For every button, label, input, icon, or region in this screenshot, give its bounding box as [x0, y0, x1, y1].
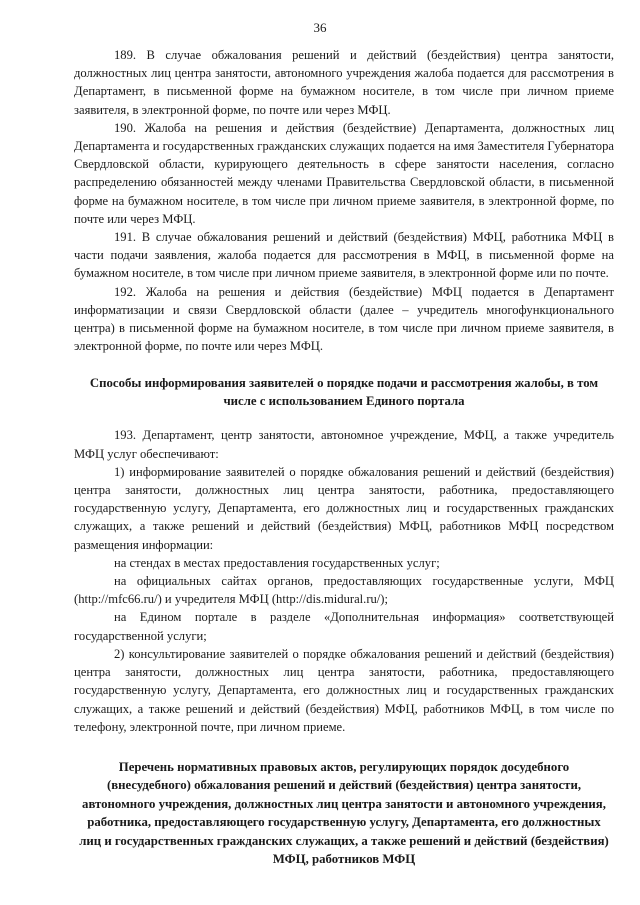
- list-subitem-unified-portal: на Едином портале в разделе «Дополнительная информация» соответствующей государственной услуги;: [74, 610, 614, 643]
- paragraph-191: 191. В случае обжалования решений и действий (бездействия) МФЦ, работника МФЦ в части подачи заявления, жалоба подается для рассмотрения в МФЦ, в письменной форме на бумажном носителе, в том числе при личном приеме заявителя, в электронной форме или по почте.: [74, 230, 614, 281]
- paragraph-192: 192. Жалоба на решения и действия (бездействие) МФЦ подается в Департамент информатизации и связи Свердловской области (далее – учредитель многофункционального центра) в письменной форме на бумажном носителе, в том числе при личном приеме заявителя, в электронной форме, по почте или через МФЦ.: [74, 284, 614, 354]
- list-item-2-consulting: 2) консультирование заявителей о порядке обжалования решений и действий (бездействия) центра занятости, должностных лиц центра занятости, работника, предоставляющего государственную услугу, Департамента, его должностных лиц и государственных гражданских служащих, а также решений и действий (бездействия) МФЦ, работников МФЦ, в том числе по телефону, электронной почте, при личном приеме.: [74, 646, 614, 734]
- list-subitem-stands: на стендах в местах предоставления государственных услуг;: [114, 555, 440, 570]
- paragraph-189: 189. В случае обжалования решений и действий (бездействия) центра занятости, должностных лиц центра занятости, автономного учреждения жалоба подается для рассмотрения в Департамент, в письменной форме на бумажном носителе, в том числе при личном приеме заявителя, в электронной форме, по почте или через МФЦ.: [74, 48, 614, 117]
- paragraph-193: 193. Департамент, центр занятости, автономное учреждение, МФЦ, а также учредитель МФЦ услуг обеспечивают:: [74, 428, 614, 461]
- paragraph-190: 190. Жалоба на решения и действия (бездействие) Департамента, должностных лиц Департамента и государственных гражданских служащих подается на имя Заместителя Губернатора Свердловской области, курирующего деятельность в сфере занятости населения, согласно распределению обязанностей между членами Правительства Свердловской области, в письменной форме на бумажном носителе, в том числе при личном приеме заявителя, в электронной форме, по почте или через МФЦ.: [74, 120, 614, 226]
- list-subitem-official-sites: на официальных сайтах органов, предоставляющих государственные услуги, МФЦ (http://mfc66.ru/) и учредителя МФЦ (http://dis.midural.ru/);: [74, 574, 614, 607]
- section-heading-informing: Способы информирования заявителей о порядке подачи и рассмотрения жалобы, в том числе с использованием Единого портала: [89, 376, 599, 408]
- list-item-1-informing: 1) информирование заявителей о порядке обжалования решений и действий (бездействия) центра занятости, должностных лиц центра занятости, работника, предоставляющего государственную услугу, Департамента, его должностных лиц и государственных гражданских служащих, а также решений и действий (бездействия) МФЦ, работников МФЦ посредством размещения информации:: [74, 464, 614, 552]
- document-body: [74, 46, 614, 885]
- section-heading-legal-acts: Перечень нормативных правовых актов, регулирующих порядок досудебного (внесудебного) обжалования решений и действий (бездействия) центра занятости, автономного учреждения, должностных лиц центра занятости и автономного учреждения, работника, предоставляющего государственную услугу, Департамента, его должностных лиц и государственных гражданских служащих, а также решений и действий (бездействия) МФЦ, работников МФЦ: [79, 759, 609, 867]
- page-number: 36: [313, 20, 327, 35]
